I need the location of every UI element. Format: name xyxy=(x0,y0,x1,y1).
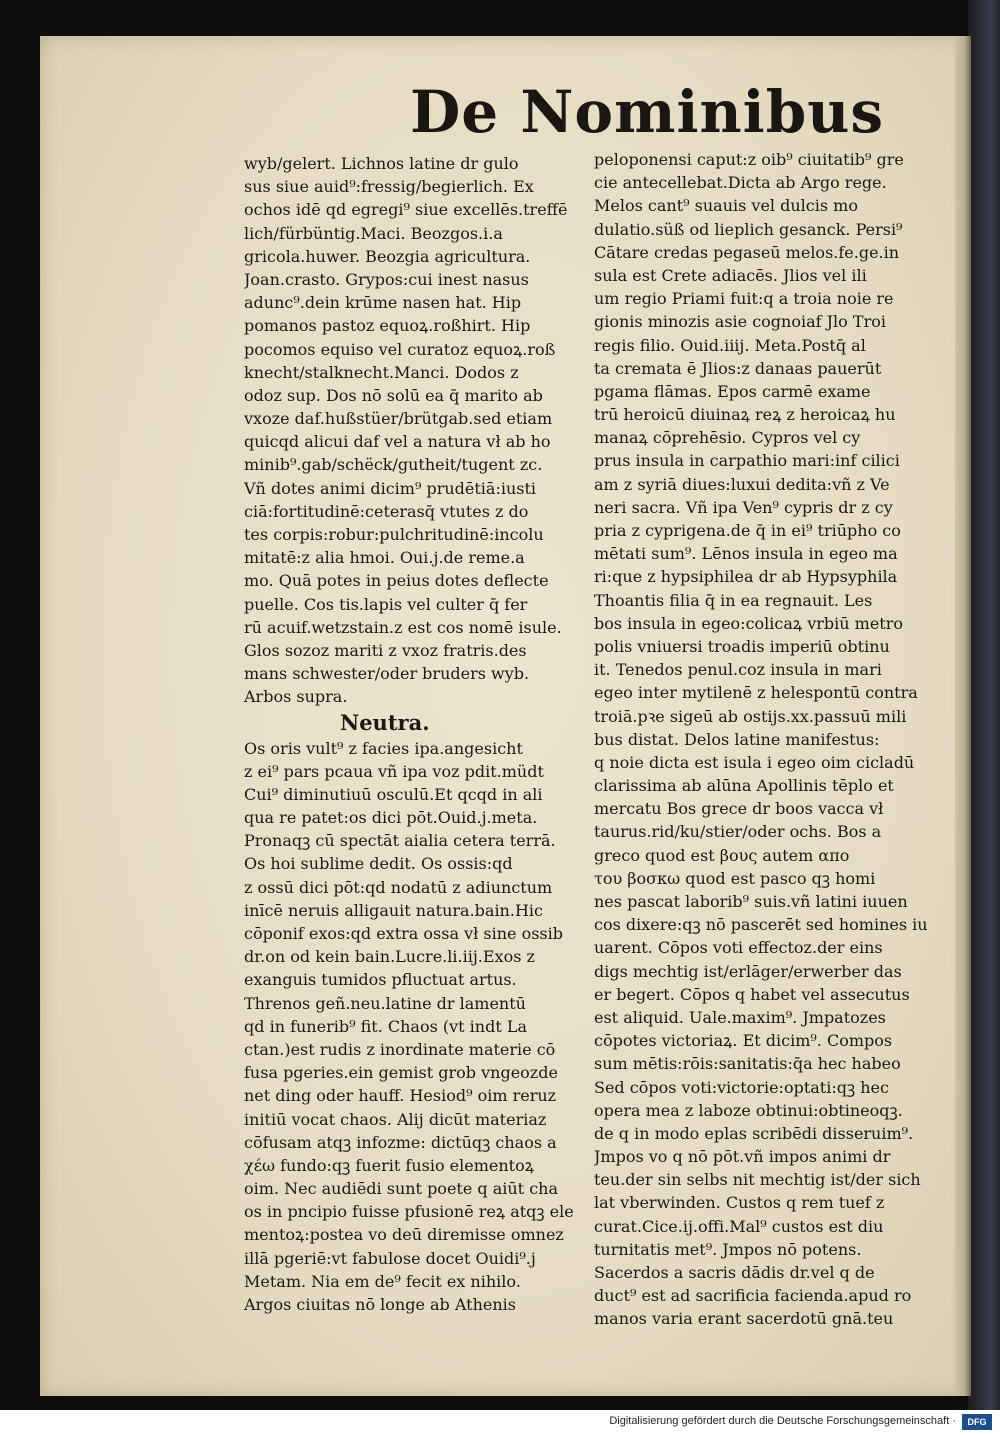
text-line: uarent. Cōpos voti effectoz.der eins xyxy=(594,938,883,958)
text-line: qd in funerib⁹ fit. Chaos (vt indt La xyxy=(244,1016,528,1036)
text-line: q noie dicta est isula i egeo oim cicladū xyxy=(594,752,915,772)
footer-credit: Digitalisierung gefördert durch die Deutsche Forschungsgemeinschaft · xyxy=(609,1415,956,1427)
text-line: Os oris vult⁹ z facies ipa.angesicht xyxy=(244,738,523,758)
text-line: tes corpis:robur:pulchritudinē:incolu xyxy=(244,525,544,544)
text-line: puelle. Cos tis.lapis vel culter q̄ fer xyxy=(244,594,528,614)
text-line: wyb/gelert. Lichnos latine dr gulo xyxy=(244,154,519,173)
text-line: er begert. Cōpos q habet vel assecutus xyxy=(594,984,910,1004)
page-header-title: De Nominibus xyxy=(410,78,885,146)
dfg-logo: DFG xyxy=(962,1414,992,1430)
text-line: de q in modo eplas scribēdi disseruim⁹. xyxy=(594,1123,914,1143)
text-line: Threnos geñ.neu.latine dr lamentū xyxy=(244,993,526,1013)
text-line: cos dixere:qꝫ nō pascerēt sed homines iu xyxy=(594,915,928,935)
text-line: Metam. Nia em de⁹ fecit ex nihilo. xyxy=(244,1271,521,1291)
text-line: z ei⁹ pars pcaua vñ ipa voz pdit.müdt xyxy=(244,761,544,781)
text-line: pria z cyprigena.de q̄ in ei⁹ triūpho co xyxy=(594,521,901,540)
text-line: bos insula in egeo:colicaꝝ vrbiū metro xyxy=(594,613,904,633)
text-line: cōpotes victoriaꝝ. Et dicim⁹. Compos xyxy=(594,1031,893,1051)
text-line: manaꝝ cōprehēsio. Cypros vel cy xyxy=(594,428,861,448)
text-line: initiū vocat chaos. Alij dicūt materiaz xyxy=(244,1109,547,1129)
text-line: gricola.huwer. Beozgia agricultura. xyxy=(244,246,531,266)
text-line: mentoꝝ:postea vo deū diremisse omnez xyxy=(244,1225,564,1245)
text-line: minib⁹.gab/schëck/gutheit/tugent zc. xyxy=(244,455,543,475)
text-line: net ding oder hauff. Hesiod⁹ oim reruz xyxy=(244,1086,557,1106)
text-line: dulatio.süß od lieplich gesanck. Persi⁹ xyxy=(594,219,903,239)
text-line: cōponif exos:qd extra ossa vł sine ossib xyxy=(244,924,563,943)
text-line: dr.on od kein bain.Lucre.li.iij.Exos z xyxy=(244,947,535,967)
text-line: egeo inter mytilenē z helespontū contra xyxy=(594,683,918,703)
text-line: του βοσκω quod est pasco qꝫ homi xyxy=(594,868,876,888)
left-text-column xyxy=(244,152,584,1316)
text-line: inīcē neruis alligauit natura.bain.Hic xyxy=(244,900,543,920)
text-line: Joan.crasto. Grypos:cui inest nasus xyxy=(244,269,529,289)
text-line: mans schwester/oder bruders wyb. xyxy=(244,664,530,684)
text-line: it. Tenedos penul.coz insula in mari xyxy=(594,660,882,680)
text-line: Vñ dotes animi dicim⁹ prudētiā:iusti xyxy=(244,478,537,498)
footer-bar xyxy=(0,1410,1000,1435)
text-line: Thoantis filia q̄ in ea regnauit. Les xyxy=(594,590,873,610)
text-line: turnitatis met⁹. Jmpos nō potens. xyxy=(594,1239,862,1259)
text-line: greco quod est βους autem απο xyxy=(594,845,850,865)
text-line: Cui⁹ diminutiuū osculū.Et qcqd in ali xyxy=(244,784,543,804)
text-line: lich/fürbüntig.Maci. Beozgos.i.a xyxy=(244,223,503,243)
text-line: mitatē:z alia hmoi. Oui.j.de reme.a xyxy=(244,548,525,568)
text-line: odoz sup. Dos nō solū ea q̄ marito ab xyxy=(244,385,543,405)
text-line: ctan.)est rudis z inordinate materie cō xyxy=(244,1039,556,1059)
text-line: pocomos equiso vel curatoz equoꝝ.roß xyxy=(244,339,556,359)
text-line: Glos sozoz mariti z vxoz fratris.des xyxy=(244,640,527,660)
text-line: est aliquid. Uale.maxim⁹. Jmpatozes xyxy=(594,1007,886,1027)
text-line: mercatu Bos grece dr boos vacca vł xyxy=(594,799,884,819)
text-line: polis vniuersi troadis imperiū obtinu xyxy=(594,636,890,656)
text-line: regis filio. Ouid.iiij. Meta.Postq̄ al xyxy=(594,335,866,355)
text-line: trū heroicū diuinaꝝ reꝝ z heroicaꝝ hu xyxy=(594,405,896,425)
text-line: cōfusam atqꝫ infozme: dictūqꝫ chaos a xyxy=(244,1132,557,1152)
text-line: prus insula in carpathio mari:inf cilici xyxy=(594,451,900,471)
text-line: sus siue auid⁹:fressig/begierlich. Ex xyxy=(244,177,534,197)
text-line: ciā:fortitudinē:ceterasq̄ vtutes z do xyxy=(244,501,529,521)
text-line: ta cremata ē Jlios:z danaas pauerūt xyxy=(594,358,882,378)
text-line: pgama flāmas. Epos carmē exame xyxy=(594,381,871,401)
text-line: Melos cant⁹ suauis vel dulcis mo xyxy=(594,196,858,216)
text-line: knecht/stalknecht.Manci. Dodos z xyxy=(244,362,519,382)
text-line: bus distat. Delos latine manifestus: xyxy=(594,729,880,749)
text-line: qua re patet:os dici pōt.Ouid.j.meta. xyxy=(244,808,538,828)
text-line: clarissima ab alūna Apollinis tēplo et xyxy=(594,776,894,796)
text-line: am z syriā diues:luxui dedita:vñ z Ve xyxy=(594,474,890,494)
text-line: Os hoi sublime dedit. Os ossis:qd xyxy=(244,854,513,874)
section-heading: Neutra. xyxy=(340,709,430,735)
text-line: Pronaqꝫ cū spectāt aialia cetera terrā. xyxy=(244,831,556,851)
text-line: neri sacra. Vñ ipa Ven⁹ cypris dr z cy xyxy=(594,497,893,517)
text-line: exanguis tumidos pfluctuat artus. xyxy=(244,970,517,990)
text-line: quicqd alicui daf vel a natura vł ab ho xyxy=(244,432,551,452)
text-line: nes pascat laborib⁹ suis.vñ latini iuuen xyxy=(594,892,908,911)
text-line: cie antecellebat.Dicta ab Argo rege. xyxy=(594,173,887,193)
text-line: Sed cōpos voti:victorie:optati:qꝫ hec xyxy=(594,1077,889,1097)
text-line: χέω fundo:qꝫ fuerit fusio elementoꝝ xyxy=(244,1155,534,1175)
text-line: os in pncipio fuisse pfusionē reꝝ atqꝫ ele xyxy=(244,1202,574,1222)
right-text-column xyxy=(594,148,939,1331)
text-line: z ossū dici pōt:qd nodatū z adiunctum xyxy=(244,877,553,897)
text-line: adunc⁹.dein krūme nasen hat. Hip xyxy=(244,293,522,313)
text-line: ri:que z hypsiphilea dr ab Hypsyphila xyxy=(594,567,898,587)
page-edge xyxy=(955,36,971,1396)
text-line: mo. Quā potes in peius dotes deflecte xyxy=(244,571,549,591)
text-line: lat vberwinden. Custos q rem tuef z xyxy=(594,1193,885,1213)
text-line: pomanos pastoz equoꝝ.roßhirt. Hip xyxy=(244,316,531,336)
text-line: Arbos supra. xyxy=(244,687,348,707)
book-binding xyxy=(968,0,1000,1410)
text-line: illā pgeriē:vt fabulose docet Ouidi⁹.j xyxy=(244,1248,536,1268)
text-line: Argos ciuitas nō longe ab Athenis xyxy=(244,1295,516,1314)
text-line: sum mētis:rōis:sanitatis:q̄a hec habeo xyxy=(594,1054,901,1074)
text-line: oim. Nec audiēdi sunt poete q aiūt cha xyxy=(244,1179,558,1199)
text-line: ochos idē qd egregi⁹ siue excellēs.treffē xyxy=(244,200,568,220)
text-line: gionis minozis asie cognoiaf Jlo Troi xyxy=(594,312,886,332)
text-line: Jmpos vo q nō pōt.vñ impos animi dr xyxy=(594,1147,891,1167)
text-line: teu.der sin selbs nit mechtig ist/der sich xyxy=(594,1170,921,1190)
text-line: troiā.pꝛe sigeū ab ostijs.xx.passuū mili xyxy=(594,706,907,726)
text-line: um regio Priami fuit:q a troia noie re xyxy=(594,289,894,309)
text-line: mētati sum⁹. Lēnos insula in egeo ma xyxy=(594,544,898,564)
text-line: Cātare credas pegaseū melos.fe.ge.in xyxy=(594,242,900,262)
text-line: curat.Cice.ij.offi.Mal⁹ custos est diu xyxy=(594,1216,884,1236)
text-line: sula est Crete adiacēs. Jlios vel ili xyxy=(594,265,867,285)
text-line: duct⁹ est ad sacrificia facienda.apud ro xyxy=(594,1286,912,1306)
text-line: fusa pgeries.ein gemist grob vngeozde xyxy=(244,1063,558,1083)
text-line: taurus.rid/ku/stier/oder ochs. Bos a xyxy=(594,822,882,842)
text-line: manos varia erant sacerdotū gnā.teu xyxy=(594,1309,894,1329)
text-line: digs mechtig ist/erlāger/erwerber das xyxy=(594,961,902,981)
text-line: opera mea z laboze obtinui:obtineoqꝫ. xyxy=(594,1100,903,1120)
text-line: rū acuif.wetzstain.z est cos nomē isule. xyxy=(244,617,562,637)
text-line: Sacerdos a sacris dādis dr.vel q de xyxy=(594,1263,875,1282)
text-line: vxoze daf.hußstüer/brütgab.sed etiam xyxy=(244,409,553,429)
text-line: peloponensi caput:z oib⁹ ciuitatib⁹ gre xyxy=(594,150,904,169)
